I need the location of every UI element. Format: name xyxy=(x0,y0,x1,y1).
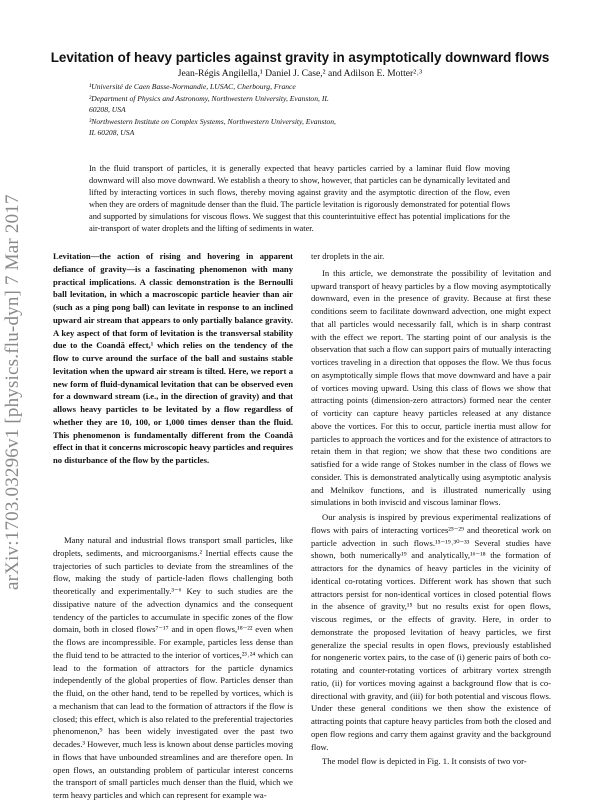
body-paragraph-continued: ter droplets in the air. xyxy=(311,251,385,261)
body-paragraph: Many natural and industrial flows transport small particles, like droplets, sediments, and microorganisms.² Inertial effects cause the trajectories of such particles to deviate from the streamlines of the flow, making the study of particle-laden flows challenging both theoretically and experimentally.³⁻⁶ Key to such studies are the dissipative nature of the advection dynamics and the consequent tendency of the particles to accumulate in specific zones of the flow domain, both in closed flows⁷⁻¹⁷ and in open flows,¹⁸⁻²² even when the flows are incompressible. For example, particles less dense than the fluid tend to be attracted to the interior of vortices,²³˒²⁴ which can lead to the formation of attractors for the particle dynamics independently of the global properties of flow. Particles denser than the fluid, on the other hand, tend to be repelled by vortices, which is a mechanism that can lead to the formation of attractors if the flow is closed; this effect, which is also related to the preferential trajectories phenomenon,⁹ has been widely investigated over the past two decades.³ However, much less is known about dense particles moving in flows that have unbounded streamlines and are therefore open. In open flows, an outstanding problem of particular interest concerns the transport of small particles much denser than the fluid, which we term heavy particles and which can represent for example wa- xyxy=(53,535,293,800)
author-list: Jean-Régis Angilella,¹ Daniel J. Case,² and Adilson E. Motter²˒³ xyxy=(177,68,423,79)
left-column-body xyxy=(53,534,293,802)
body-paragraph: In this article, we demonstrate the possibility of levitation and upward transport of heavy particles by a flow moving asymptotically downward, even in the presence of gravity. Because at first these conditions seem to facilitate downward advection, one might expect that all particles would necessarily fall, which is in sharp contrast with the effect we report. The starting point of our analysis is the observation that such a flow can support pairs of mutually interacting vortices traveling in a direction that opposes the flow. We thus focus on asymptotically simple flows that move downward and have a pair of vortices moving upward. Using this class of flows we show that attracting points (dimension-zero attractors) formed near the center of vorticity can capture heavy particles released at any distance above the vortices. For this to occur, particle inertia must allow for particles to approach the vortices and for the existence of attractors to retain them in that region; we show that these two conditions are satisfied for a wide range of Stokes number in the class of flows we consider. This is demonstrated analytically using asymptotic analysis and Melnikov functions, and is illustrated numerically using simulations in both inviscid and viscous laminar flows. xyxy=(311,267,551,508)
abstract: In the fluid transport of particles, it is generally expected that heavy particles carried by a laminar fluid flow moving downward will also move downward. We establish a theory to show, however, that particles can be dynamically levitated and lifted by interacting vortices in such flows, thereby moving against gravity and the asymptotic direction of the flow, even when they are orders of magnitude denser than the fluid. The particle levitation is rigorously demonstrated for potential flows and supported by simulations for viscous flows. We suggest that this counterintuitive effect has potential implications for the air-transport of water droplets and the lifting of sediments in water. xyxy=(89,164,510,234)
body-paragraph: Our analysis is inspired by previous experimental realizations of flows with pairs of interacting vortices²⁵⁻²⁹ and theoretical work on particle advection in such flows.¹⁵⁻¹⁹˒³⁰⁻³³ Several studies have shown, both numerically¹⁹ and analytically,¹⁶⁻¹⁸ the formation of attractors for the dynamics of heavy particles in the vicinity of identical co-rotating vortices. Different work has shown that such attractors persist for non-identical vortices in closed potential flows in the absence of gravity,¹⁵ but no results exist for open flows, viscous regimes, or the effects of gravity. Here, in order to demonstrate the proposed levitation of heavy particles, we first generalize the special results in open flows, previously established for nongeneric vortex pairs, to the case of (i) generic pairs of both co-rotating and counter-rotating vortices of arbitrary vortex strength ratio, (ii) for vortices moving against a background flow that is co-directional with gravity, and (iii) for both potential and viscous flows. Under these general conditions we then show the existence of attracting points that capture heavy particles from both the closed and open flow regions and carry them against gravity and the background flow. xyxy=(311,512,551,752)
body-paragraph: The model flow is depicted in Fig. 1. It consists of two vor- xyxy=(322,756,527,767)
affiliation-2: ²Department of Physics and Astronomy, Northwestern University, Evanston, IL 60208, USA xyxy=(89,94,329,114)
paper-title: Levitation of heavy particles against gravity in asymptotically downward flows xyxy=(50,50,550,65)
right-column xyxy=(311,250,551,768)
arxiv-identifier: arXiv:1703.03296v1 [physics.flu-dyn] 7 Mar 2017 xyxy=(2,194,23,590)
lead-paragraph: Levitation—the action of rising and hovering in apparent defiance of gravity—is a fascinating phenomenon with many practical implications. A classic demonstration is the Bernoulli ball levitation, in which a macroscopic particle heavier than air (such as a ping pong ball) can levitate in response to an inclined upward air stream that appears to only partially balance gravity. A key aspect of that form of levitation is the transversal stability due to the Coandă effect,¹ which relies on the tendency of the flow to curve around the surface of the ball and sustains stable levitation when the upward air stream is tilted. Here, we report a new form of fluid-dynamical levitation that can be observed even for a downward stream (i.e., in the direction of gravity) and that allows heavy particles to be levitated by a flow regardless of whether they are 10, 100, or 1,000 times denser than the fluid. This phenomenon is fundamentally different from the Coandă effect in that it concerns microscopic heavy particles and requires no disturbance of the flow by the particles. xyxy=(53,251,293,465)
left-column xyxy=(53,250,293,467)
affiliation-3: ³Northwestern Institute on Complex Systems, Northwestern University, Evanston, IL 60208, USA xyxy=(89,117,336,137)
affiliation-1: ¹Université de Caen Basse-Normandie, LUSAC, Cherbourg, France xyxy=(89,82,296,91)
